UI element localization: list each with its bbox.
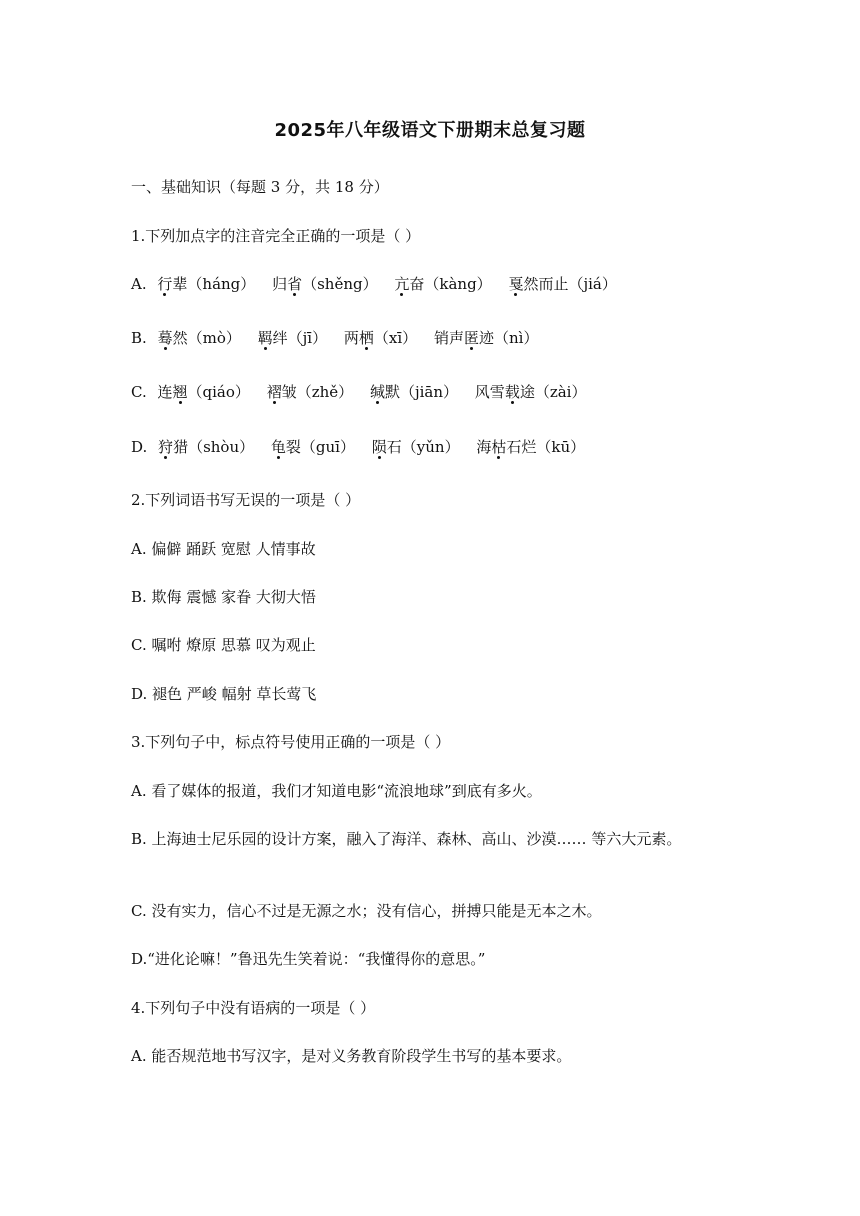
dotted-character: 陨 [371, 438, 387, 456]
question-2-option-c: C. 嘱咐 燎原 思慕 叹为观止 [131, 636, 316, 654]
question-2-option-a: A. 偏僻 踊跃 宽慰 人情事故 [131, 540, 316, 558]
question-2-option-d: D. 褪色 严峻 幅射 草长莺飞 [131, 685, 317, 703]
dotted-character: 栖 [358, 329, 374, 347]
dotted-character: 褶 [266, 383, 282, 401]
question-1-stem: 1.下列加点字的注音完全正确的一项是（ ） [131, 227, 421, 245]
option-item: 两栖（xī） [343, 329, 418, 347]
dotted-character: 载 [504, 383, 520, 401]
question-3-option-c: C. 没有实力，信心不过是无源之水；没有信心，拼搏只能是无本之木。 [131, 902, 602, 920]
question-3-stem: 3.下列句子中，标点符号使用正确的一项是（ ） [131, 733, 451, 751]
option-letter: C. [131, 383, 147, 401]
option-item: 蓦然（mò） [157, 329, 241, 347]
dotted-character: 蓦 [157, 329, 173, 347]
option-item: 戛然而止（jiá） [508, 275, 617, 293]
option-item: 亢奋（kàng） [394, 275, 492, 293]
option-letter: D. [131, 438, 148, 456]
question-4-stem: 4.下列句子中没有语病的一项是（ ） [131, 999, 376, 1017]
question-1-option-d [131, 436, 751, 458]
dotted-character: 行 [157, 275, 173, 293]
dotted-character: 狩 [158, 438, 174, 456]
option-item: 狩猎（shòu） [158, 438, 255, 456]
option-item: 海枯石烂（kū） [476, 438, 586, 456]
dotted-character: 省 [287, 275, 303, 293]
dotted-character: 缄 [369, 383, 385, 401]
question-1-option-c [131, 381, 751, 403]
option-item: 龟裂（guī） [270, 438, 355, 456]
question-3-option-b: B. 上海迪士尼乐园的设计方案，融入了海洋、森林、高山、沙漠…… 等六大元素。 [131, 830, 682, 848]
option-item: 行辈（háng） [157, 275, 256, 293]
dotted-character: 枯 [491, 438, 507, 456]
option-letter: B. [131, 329, 147, 347]
question-2-stem: 2.下列词语书写无误的一项是（ ） [131, 491, 361, 509]
question-3-option-d: D.“进化论嘛！”鲁迅先生笑着说：“我懂得你的意思。” [131, 950, 486, 968]
question-1-option-b [131, 327, 751, 349]
option-item: 羁绊（jī） [257, 329, 328, 347]
dotted-character: 龟 [270, 438, 286, 456]
question-4-option-a: A. 能否规范地书写汉字，是对义务教育阶段学生书写的基本要求。 [131, 1047, 572, 1065]
dotted-character: 羁 [257, 329, 273, 347]
option-item: 陨石（yǔn） [371, 438, 460, 456]
question-3-option-a: A. 看了媒体的报道，我们才知道电影“流浪地球”到底有多火。 [131, 782, 542, 800]
option-item: 连翘（qiáo） [157, 383, 250, 401]
section-heading: 一、基础知识（每题 3 分，共 18 分） [131, 178, 389, 196]
option-item: 销声匿迹（nì） [433, 329, 539, 347]
option-item: 褶皱（zhě） [266, 383, 354, 401]
question-2-option-b: B. 欺侮 震憾 家眷 大彻大悟 [131, 588, 316, 606]
dotted-character: 匿 [463, 329, 479, 347]
dotted-character: 亢 [394, 275, 410, 293]
option-letter: A. [131, 275, 147, 293]
document-title: 2025年八年级语文下册期末总复习题 [274, 120, 586, 141]
dotted-character: 戛 [508, 275, 524, 293]
option-item: 归省（shěng） [272, 275, 378, 293]
option-item: 风雪载途（zài） [474, 383, 587, 401]
dotted-character: 翘 [172, 383, 188, 401]
question-1-option-a [131, 273, 751, 295]
option-item: 缄默（jiān） [369, 383, 459, 401]
